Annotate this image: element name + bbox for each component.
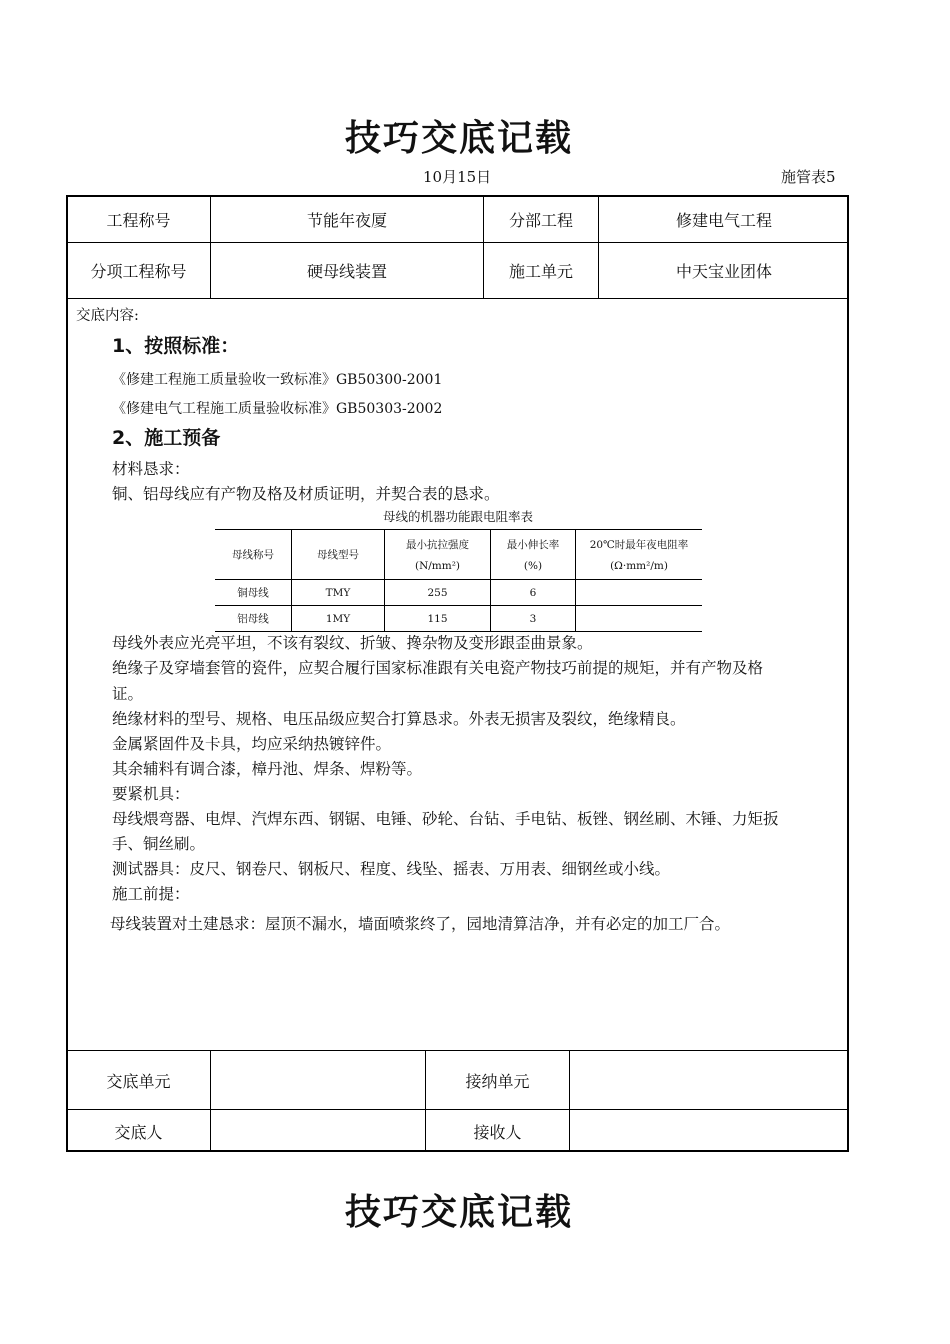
table-row bbox=[215, 580, 702, 606]
header-text: 最小伸长率 bbox=[506, 539, 560, 551]
header-unit: (Ω·mm²/m) bbox=[610, 560, 668, 572]
table-cell bbox=[576, 606, 703, 632]
row-divider bbox=[67, 298, 849, 299]
section-heading-2: 2、施工预备 bbox=[112, 427, 221, 449]
paragraph: 证。 bbox=[112, 685, 144, 703]
paragraph: 绝缘材料的型号、规格、电压品级应契合打算恳求。外表无损害及裂纹，绝缘精良。 bbox=[112, 710, 686, 728]
next-page-title: 技巧交底记载 bbox=[344, 1192, 573, 1233]
content-label: 交底内容: bbox=[76, 308, 139, 324]
receiver-label: 接收人 bbox=[473, 1122, 522, 1142]
handover-person-value bbox=[211, 1110, 425, 1152]
material-table bbox=[215, 529, 702, 632]
standard-item: 《修建工程施工质量验收一致标准》GB50300-2001 bbox=[112, 372, 443, 388]
table-header bbox=[576, 530, 703, 580]
handover-unit-value bbox=[211, 1051, 425, 1109]
table-cell: 115 bbox=[385, 606, 491, 632]
unit-value: 中天宝业团体 bbox=[675, 262, 772, 281]
paragraph: 测试器具：皮尺、钢卷尺、钢板尺、程度、线坠、摇表、万用表、细钢丝或小线。 bbox=[112, 860, 671, 878]
project-name-label: 工程称号 bbox=[106, 210, 171, 230]
handover-person-label: 交底人 bbox=[114, 1122, 163, 1142]
header-text: 20℃时最年夜电阻率 bbox=[589, 539, 689, 551]
handover-unit-label: 交底单元 bbox=[106, 1071, 171, 1091]
paragraph: 绝缘子及穿墙套管的瓷件，应契合履行国家标准跟有关电瓷产物技巧前提的规矩，并有产物及格 bbox=[112, 659, 764, 677]
section-heading-1: 1、按照标准： bbox=[112, 335, 240, 357]
paragraph: 施工前提： bbox=[112, 885, 190, 903]
table-cell: 铜母线 bbox=[215, 580, 292, 606]
header-text: 最小抗拉强度 bbox=[406, 539, 469, 551]
subitem-label: 分项工程称号 bbox=[90, 262, 187, 281]
standard-item: 《修建电气工程施工质量验收标准》GB50303-2002 bbox=[112, 401, 443, 417]
paragraph: 要紧机具： bbox=[112, 785, 190, 803]
receiver-value bbox=[570, 1110, 849, 1152]
receiving-unit-value bbox=[570, 1051, 849, 1109]
division-label: 分部工程 bbox=[508, 210, 573, 230]
paragraph: 其余辅料有调合漆，樟丹池、焊条、焊粉等。 bbox=[112, 760, 423, 778]
header-unit: (%) bbox=[523, 560, 543, 572]
division-value: 修建电气工程 bbox=[675, 210, 772, 230]
paragraph: 铜、铝母线应有产物及格及材质证明，并契合表的恳求。 bbox=[112, 485, 500, 503]
material-table-title: 母线的机器功能跟电阻率表 bbox=[382, 509, 533, 524]
subitem-value: 硬母线装置 bbox=[306, 262, 387, 281]
table-cell: TMY bbox=[292, 580, 385, 606]
header-unit: (N/mm²) bbox=[414, 560, 461, 572]
table-cell: 铝母线 bbox=[215, 606, 292, 632]
table-cell: 1MY bbox=[292, 606, 385, 632]
table-header bbox=[385, 530, 491, 580]
table-header bbox=[491, 530, 576, 580]
page-title: 技巧交底记载 bbox=[344, 118, 573, 159]
date-label: 10月15日 bbox=[423, 168, 492, 186]
paragraph: 母线煨弯器、电焊、汽焊东西、钢锯、电锤、砂轮、台钻、手电钻、板锉、钢丝刷、木锤、力矩扳 bbox=[112, 810, 779, 828]
table-cell: 255 bbox=[385, 580, 491, 606]
table-cell: 6 bbox=[491, 580, 576, 606]
form-number: 施管表5 bbox=[781, 168, 836, 186]
table-header: 母线型号 bbox=[292, 530, 385, 580]
paragraph: 手、铜丝刷。 bbox=[112, 835, 206, 853]
paragraph: 材料恳求： bbox=[112, 460, 190, 478]
project-name-value: 节能年夜厦 bbox=[306, 210, 387, 230]
paragraph: 母线外表应光亮平坦，不该有裂纹、折皱、搀杂物及变形跟歪曲景象。 bbox=[112, 634, 593, 652]
paragraph: 金属紧固件及卡具，均应采纳热镀锌件。 bbox=[112, 735, 392, 753]
table-cell bbox=[576, 580, 703, 606]
table-header: 母线称号 bbox=[215, 530, 292, 580]
table-cell: 3 bbox=[491, 606, 576, 632]
paragraph: 母线装置对土建恳求：屋顶不漏水，墙面喷浆终了，园地清算洁净，并有必定的加工厂合。 bbox=[110, 915, 731, 933]
receiving-unit-label: 接纳单元 bbox=[465, 1071, 530, 1091]
unit-label: 施工单元 bbox=[508, 262, 573, 281]
table-row bbox=[215, 606, 702, 632]
